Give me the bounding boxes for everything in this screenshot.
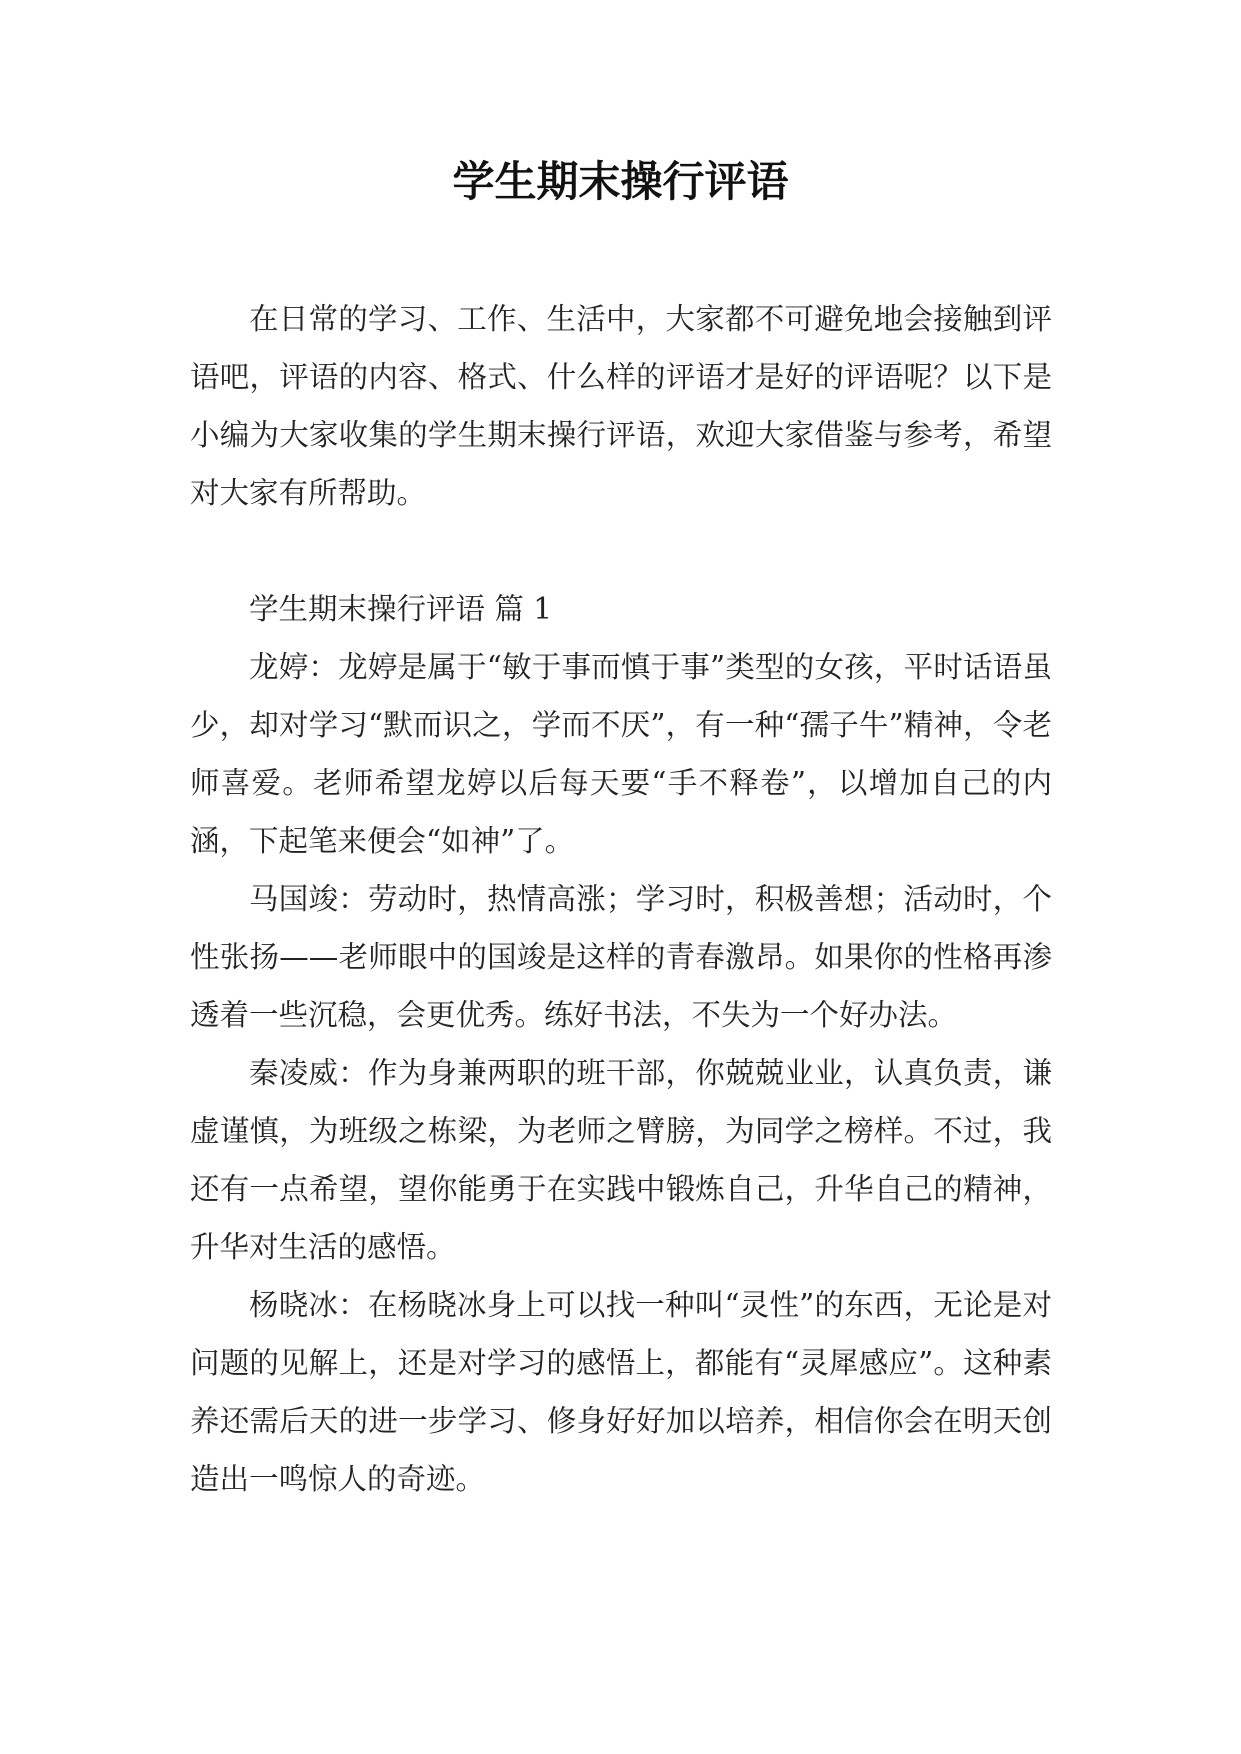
intro-paragraph: 在日常的学习、工作、生活中，大家都不可避免地会接触到评语吧，评语的内容、格式、什么样的评语才是好的评语呢？以下是小编为大家收集的学生期末操行评语，欢迎大家借鉴与参考，希望对大家有所帮助。: [190, 302, 1052, 510]
comment-paragraph: 杨晓冰：在杨晓冰身上可以找一种叫“灵性”的东西，无论是对问题的见解上，还是对学习的感悟上，都能有“灵犀感应”。这种素养还需后天的进一步学习、修身好好加以培养，相信你会在明天创造出一鸣惊人的奇迹。: [190, 1288, 1052, 1496]
comment-paragraph: 秦凌威：作为身兼两职的班干部，你兢兢业业，认真负责，谦虚谨慎，为班级之栋梁，为老师之臂膀，为同学之榜样。不过，我还有一点希望，望你能勇于在实践中锻炼自己，升华自己的精神，升华对生活的感悟。: [190, 1056, 1052, 1264]
document-body: [190, 290, 1052, 1508]
document-title: 学生期末操行评语: [452, 157, 789, 206]
comment-paragraph: 马国竣：劳动时，热情高涨；学习时，积极善想；活动时，个性张扬——老师眼中的国竣是这样的青春激昂。如果你的性格再渗透着一些沉稳，会更优秀。练好书法，不失为一个好办法。: [190, 882, 1052, 1032]
section-heading: 学生期末操行评语 篇 1: [249, 592, 553, 626]
comment-paragraph: 龙婷：龙婷是属于“敏于事而慎于事”类型的女孩，平时话语虽少，却对学习“默而识之，学而不厌”，有一种“孺子牛”精神，令老师喜爱。老师希望龙婷以后每天要“手不释卷”，以增加自己的内涵，下起笔来便会“如神”了。: [190, 650, 1052, 858]
